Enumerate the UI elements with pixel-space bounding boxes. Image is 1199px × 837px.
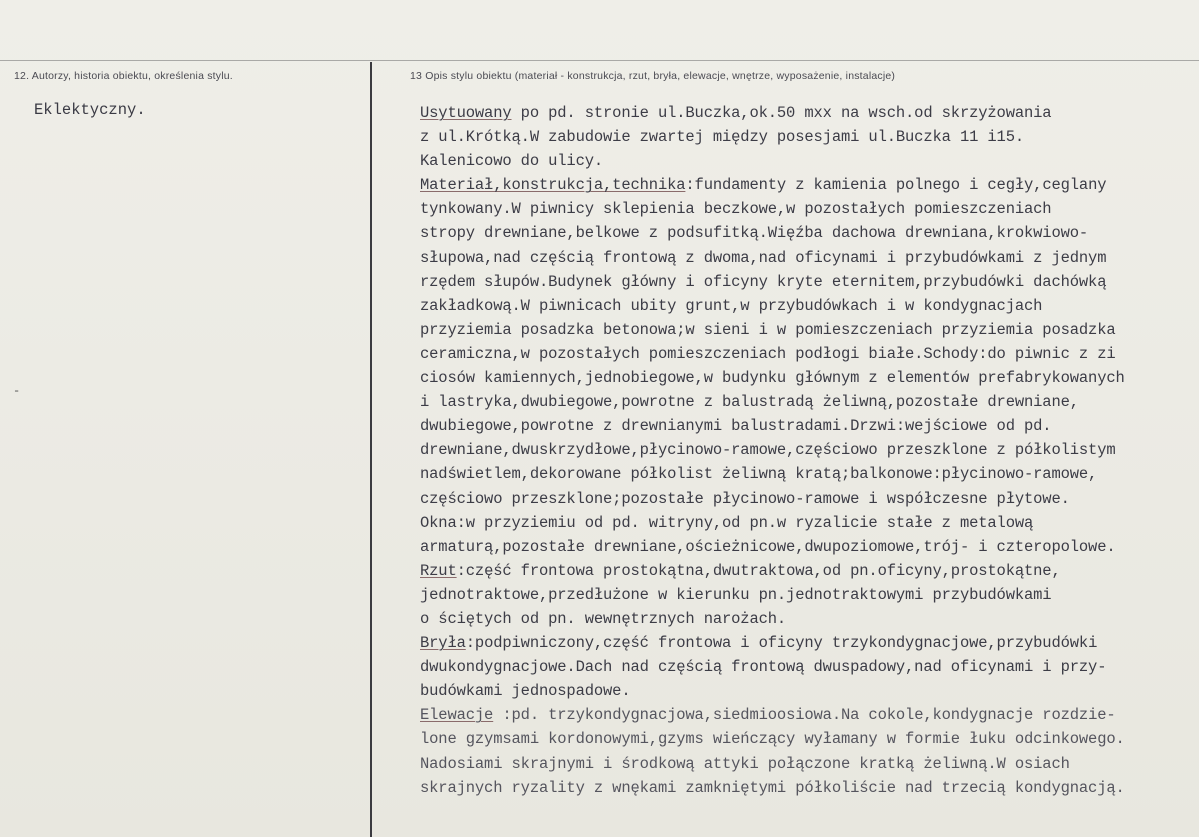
description-line bbox=[420, 583, 1192, 607]
description-line bbox=[420, 366, 1192, 390]
description-text: po pd. stronie ul.Buczka,ok.50 mxx na wsch.od skrzyżowania bbox=[511, 104, 1052, 122]
description-line bbox=[420, 535, 1192, 559]
header-rule bbox=[0, 60, 1199, 61]
description-text: drewniane,dwuskrzydłowe,płycinowo-ramowe,częściowo przeszklone z półkolistym bbox=[420, 441, 1116, 460]
description-line bbox=[420, 631, 1192, 655]
description-text: zakładkową.W piwnicach ubity grunt,w przybudówkach i w kondygnacjach bbox=[420, 296, 1043, 315]
description-text: budówkami jednospadowe. bbox=[420, 682, 631, 701]
description-text: :podpiwniczony,część frontowa i oficyny trzykondygnacjowe,przybudówki bbox=[465, 634, 1098, 653]
description-text: rzędem słupów.Budynek główny i oficyny kryte eternitem,przybudówki dachówką bbox=[420, 272, 1107, 291]
description-line bbox=[420, 703, 1192, 727]
object-description bbox=[420, 101, 1192, 800]
section-keyword: Bryła bbox=[420, 634, 466, 653]
description-text: częściowo przeszklone;pozostałe płycinowo-ramowe i współczesne płytowe. bbox=[420, 489, 1070, 508]
description-text: Okna:w przyziemiu od pd. witryny,od pn.w ryzalicie stałe z metalową bbox=[420, 513, 1034, 532]
description-line bbox=[420, 655, 1192, 679]
description-text: nadświetlem,dekorowane półkolist żeliwną kratą;balkonowe:płycinowo-ramowe, bbox=[420, 465, 1098, 484]
description-text: dwubiegowe,powrotne z drewnianymi balustradami.Drzwi:wejściowe od pd. bbox=[420, 417, 1052, 436]
description-line bbox=[420, 221, 1192, 245]
description-line bbox=[420, 294, 1192, 318]
description-text: i lastryka,dwubiegowe,powrotne z balustradą żeliwną,pozostałe drewniane, bbox=[420, 393, 1079, 412]
description-text: lone gzymsami kordonowymi,gzyms wieńczący wyłamany w formie łuku odcinkowego. bbox=[420, 730, 1125, 749]
description-text: o ściętych od pn. wewnętrznych narożach. bbox=[420, 609, 787, 628]
description-line bbox=[420, 727, 1192, 751]
description-text: Kalenicowo do ulicy. bbox=[420, 152, 604, 171]
description-line bbox=[420, 438, 1192, 462]
description-text: skrajnych ryzality z wnękami zamkniętymi półkoliście nad trzecią kondygnacją. bbox=[420, 778, 1125, 797]
description-text: z ul.Krótką.W zabudowie zwartej między posesjami ul.Buczka 11 i15. bbox=[420, 128, 1025, 147]
description-line bbox=[420, 607, 1192, 631]
section-keyword: Materiał,konstrukcja,technika bbox=[420, 176, 686, 195]
description-line bbox=[420, 390, 1192, 414]
description-text: :część frontowa prostokątna,dwutraktowa,od pn.oficyny,prostokątne, bbox=[456, 561, 1061, 580]
section-keyword: Rzut bbox=[420, 561, 457, 580]
description-text: ciosów kamiennych,jednobiegowe,w budynku głównym z elementów prefabrykowanych bbox=[420, 369, 1125, 388]
section-keyword: Usytuowany bbox=[420, 104, 512, 122]
section-keyword: Elewacje bbox=[420, 706, 494, 725]
description-line bbox=[420, 173, 1192, 197]
description-line bbox=[420, 462, 1192, 486]
description-line bbox=[420, 487, 1192, 511]
description-text: :fundamenty z kamienia polnego i cegły,ceglany bbox=[685, 176, 1107, 195]
style-designation: Eklektyczny. bbox=[34, 101, 146, 119]
margin-mark: - bbox=[13, 384, 21, 398]
section-13-header: 13 Opis stylu obiektu (materiał - konstrukcja, rzut, bryła, elewacje, wnętrze, wyposażenie, instalacje) bbox=[410, 70, 896, 82]
description-line bbox=[420, 149, 1192, 173]
description-line bbox=[420, 318, 1192, 342]
description-line bbox=[420, 342, 1192, 366]
description-text: słupowa,nad częścią frontową z dwoma,nad oficynami i przybudówkami z jednym bbox=[420, 248, 1107, 267]
description-line bbox=[420, 197, 1192, 221]
description-text: ceramiczna,w pozostałych pomieszczeniach podłogi białe.Schody:do piwnic z zi bbox=[420, 344, 1116, 363]
description-line bbox=[420, 559, 1192, 583]
description-line bbox=[420, 776, 1192, 800]
description-text: przyziemia posadzka betonowa;w sieni i w pomieszczeniach przyziemia posadzka bbox=[420, 320, 1116, 339]
description-line bbox=[420, 125, 1192, 149]
section-12-header: 12. Autorzy, historia obiektu, określenia stylu. bbox=[14, 70, 233, 82]
description-line bbox=[420, 511, 1192, 535]
description-line bbox=[420, 101, 1192, 125]
description-line bbox=[420, 246, 1192, 270]
description-text: stropy drewniane,belkowe z podsufitką.Więźba dachowa drewniana,krokwiowo- bbox=[420, 224, 1089, 243]
description-text: dwukondygnacjowe.Dach nad częścią frontową dwuspadowy,nad oficynami i przy- bbox=[420, 658, 1107, 677]
description-line bbox=[420, 270, 1192, 294]
description-line bbox=[420, 679, 1192, 703]
description-line bbox=[420, 414, 1192, 438]
description-text: :pd. trzykondygnacjowa,siedmioosiowa.Na cokole,kondygnacje rozdzie- bbox=[493, 706, 1116, 725]
column-divider bbox=[370, 62, 372, 837]
description-text: tynkowany.W piwnicy sklepienia beczkowe,w pozostałych pomieszczeniach bbox=[420, 200, 1052, 219]
description-text: armaturą,pozostałe drewniane,ościeżnicowe,dwupoziomowe,trój- i czteropolowe. bbox=[420, 537, 1116, 556]
description-line bbox=[420, 752, 1192, 776]
description-text: jednotraktowe,przedłużone w kierunku pn.jednotraktowymi przybudówkami bbox=[420, 585, 1052, 604]
description-text: Nadosiami skrajnymi i środkową attyki połączone kratką żeliwną.W osiach bbox=[420, 754, 1070, 773]
